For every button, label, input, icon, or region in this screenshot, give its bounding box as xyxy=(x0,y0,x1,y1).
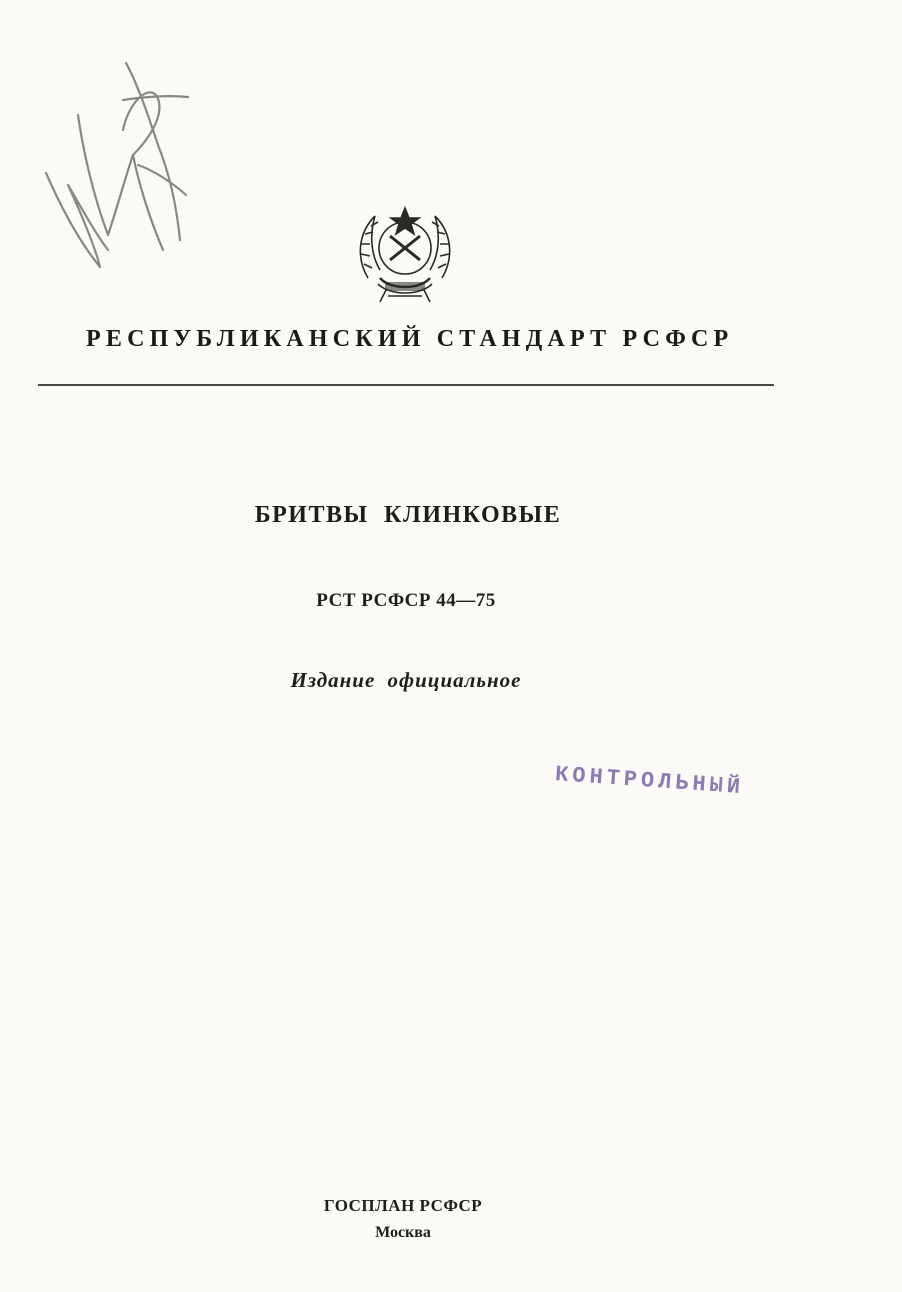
publisher-name: ГОСПЛАН РСФСР xyxy=(323,1196,483,1215)
pencil-scribble xyxy=(38,55,198,280)
publisher-city: Москва xyxy=(375,1224,431,1241)
control-stamp: КОНТРОЛЬНЫЙ xyxy=(554,762,745,801)
document-code: РСТ РСФСР 44—75 xyxy=(316,590,496,611)
standard-header: РЕСПУБЛИКАНСКИЙ СТАНДАРТ РСФСР xyxy=(86,326,734,352)
document-title: БРИТВЫ КЛИНКОВЫЕ xyxy=(254,502,562,528)
header-divider xyxy=(38,384,774,386)
rsfsr-coat-of-arms-icon xyxy=(350,198,460,308)
edition-label: Издание официальное xyxy=(290,668,522,692)
